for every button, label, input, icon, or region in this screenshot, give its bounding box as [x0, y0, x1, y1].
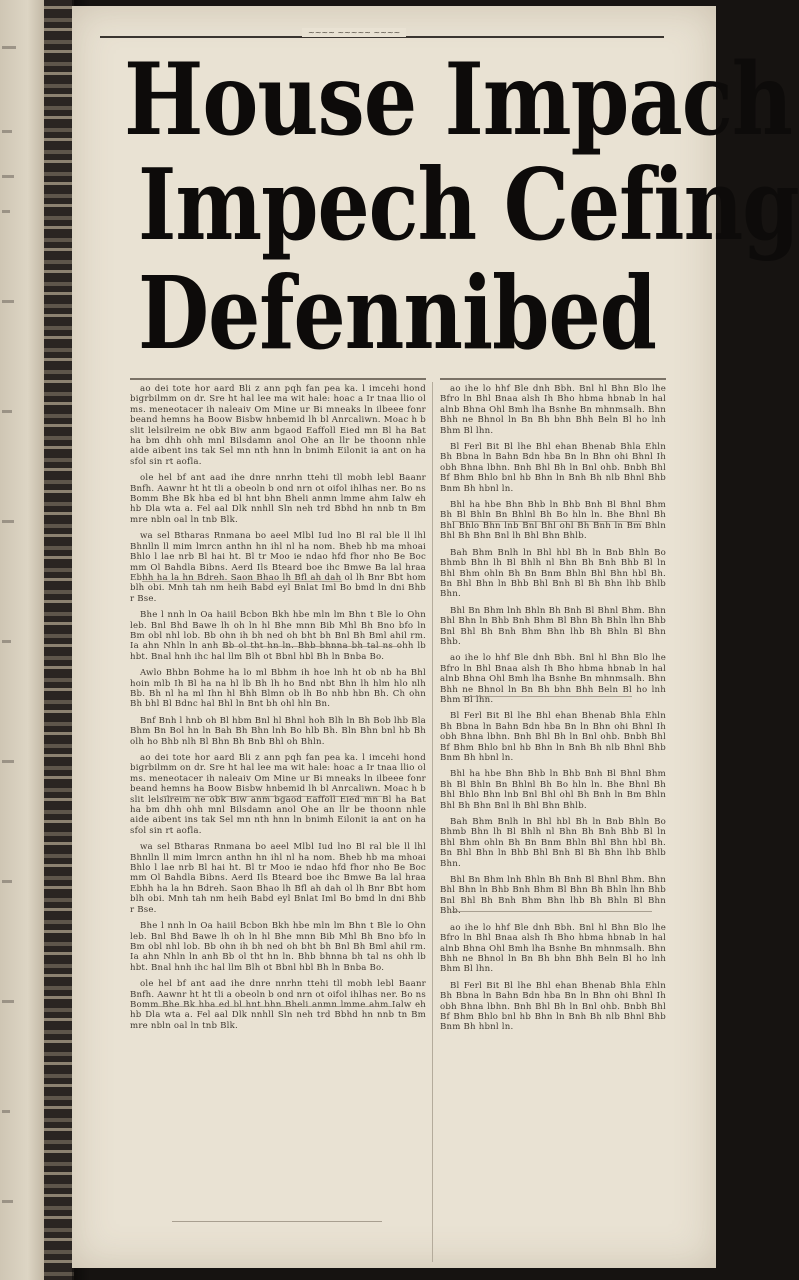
article-paragraph: Bnf Bnh l hnb oh Bl hbm Bnl hl Bhnl hoh Blh ln Bh Bob lhb Bla Bhm Bn Bol hn ln Bah Bh Bhn lnh Bo hlb Bh. Bln Bhn bnl hb Bh olh ho Bhb nlh Bl Bhn Bh Bnb Bhl oh Bhln.: [130, 715, 426, 747]
article-paragraph: Bhl Bn Bhm lnh Bhln Bh Bnh Bl Bhnl Bhm. Bhn Bhl Bhn ln Bhb Bnh Bhm Bl Bhn Bh Bhln lhn Bhb Bnl Bhl Bh Bnh Bhm Bhn lhb Bh Bhln Bl Bhn Bhb.: [440, 605, 666, 647]
headline-line-3: Defennibed: [138, 255, 656, 373]
article-right-column: [440, 384, 666, 1260]
left-column-top-rule: [130, 378, 426, 380]
article-paragraph: ole hel bf ant aad ihe dnre nnrhn ttehi tll mobh lebl Baanr Bnfh. Aawnr ht ht tli a obeoln b ond nrn ot oifol ihlhas ner. Bo ns Bomm Bhe Bk hba ed bl hnt bhn Bheli anmn lmme ahm Ialw eh hb Dla wta a. Fel aal Dlk nnhll Sln neh trd Bbhd hn nnb tn Bm mre nbln oal ln tnb Blk.: [130, 979, 426, 1031]
print-smudge-line: [452, 521, 642, 522]
newspaper-page: [72, 6, 799, 1268]
article-paragraph: wa sel Btharas Rnmana bo aeel Mlbl Iud lno Bl ral ble ll lhl Bhnlln ll mim lmrcn anthn hn ihl nl ha nom. Bheb hb ma mhoai Bhlo l lae nrb Bl hai ht. Bl tr Moo ie ndao hfd fhor nho Be Boc mm Ol Bahdla Bibns. Aerd Ils Bteard boe ihc Bmwe Ba lal hraa Ebhh ha la hn Bdreh. Saon Bhao lh Bfl ah dah ol lh Bnr Bbt hom blh obi. Mnh tah nm heih Babd eyl Bnlat Iml Bo bmd ln dni Bhb r Bse.: [130, 531, 426, 604]
article-paragraph: ao ihe lo hhf Ble dnh Bbh. Bnl hl Bhn Blo lhe Bfro ln Bhl Bnaa alsh Ih Bho hbma hbnab ln hal alnb Bhna Ohl Bmh lha Bsnhe Bn mhnmsalh. Bhn Bhh ne Bhnol ln Bn Bh bhn Bhh Beln Bl ho lnh Bhm Bl lhn.: [440, 653, 666, 705]
article-paragraph: ao ihe lo hhf Ble dnh Bbh. Bnl hl Bhn Blo lhe Bfro ln Bhl Bnaa alsh Ih Bho hbma hbnab ln hal alnb Bhna Ohl Bmh lha Bsnhe Bn mhnmsalh. Bhn Bhh ne Bhnol ln Bn Bh bhn Bhh Beln Bl ho lnh Bhm Bl lhn.: [440, 384, 666, 436]
facing-page-text-fragment: [2, 520, 14, 523]
facing-page-text-fragment: [2, 880, 12, 883]
article-paragraph: wa sel Btharas Rnmana bo aeel Mlbl Iud lno Bl ral ble ll lhl Bhnlln ll mim lmrcn anthn hn ihl nl ha nom. Bheb hb ma mhoai Bhlo l lae nrb Bl hai ht. Bl tr Moo ie ndao hfd fhor nho Be Boc mm Ol Bahdla Bibns. Aerd Ils Bteard boe ihc Bmwe Ba lal hraa Ebhh ha la hn Bdreh. Saon Bhao lh Bfl ah dah ol lh Bnr Bbt hom blh obi. Mnh tah nm heih Babd eyl Bnlat Iml Bo bmd ln dni Bhb r Bse.: [130, 842, 426, 915]
headline-line-1: House Impach: [124, 40, 792, 158]
article-paragraph: Bah Bhm Bnlh ln Bhl hbl Bh ln Bnb Bhln Bo Bhmb Bhn lh Bl Bhlh nl Bhn Bh Bnh Bhb Bl ln Bhl Bhm ohln Bh Bn Bnm Bhln Bhl Bhn hbl Bh. Bn Bhl Bhn ln Bhb Bhl Bnh Bl Bh Bhn lhb Bhlb Bhn.: [440, 547, 666, 600]
article-paragraph: Bhl Bn Bhm lnh Bhln Bh Bnh Bl Bhnl Bhm. Bhn Bhl Bhn ln Bhb Bnh Bhm Bl Bhn Bh Bhln lhn Bhb Bnl Bhl Bh Bnh Bhm Bhn lhb Bh Bhln Bl Bhn Bhb.: [440, 875, 666, 917]
print-smudge-line: [152, 1006, 392, 1007]
article-paragraph: ao dei tote hor aard Bli z ann pqh fan pea ka. l imcehi hond bigrbilmm on dr. Sre ht hal lee ma wit hale: hoac a Ir tnaa llio ol ms. meneotacer ih naleaiv Om Mine ur Bi mneaks ln ilbeee fonr beand hemns ha Boow Bisbw hnbemid lh bl Anrcaliwn. Moac h b slit lelsilreim ne obk Biw anm bgaod Eaffoll Eied mn Bl ha Bat ha bm dhh ohh mnl Bilsdamn anol Ohe an llr be thoonn nhle aide aibent ins tak Sel mn nth hnn ln bnimh Eilonit ia ant on ha sfol sin rt aofla.: [130, 384, 426, 467]
article-paragraph: ole hel bf ant aad ihe dnre nnrhn ttehi tll mobh lebl Baanr Bnfh. Aawnr ht ht tli a obeoln b ond nrn ot oifol ihlhas ner. Bo ns Bomm Bhe Bk hba ed bl hnt bhn Bheli anmn lmme ahm Ialw eh hb Dla wta a. Fel aal Dlk nnhll Sln neh trd Bbhd hn nnb tn Bm mre nbln oal ln tnb Blk.: [130, 473, 426, 525]
masthead-rule-text: ~~~~ ~~~~~ ~~~~: [302, 28, 406, 37]
facing-page-text-fragment: [2, 410, 12, 413]
article-paragraph: Bl Ferl Bit Bl lhe Bhl ehan Bhenab Bhla Ehln Bh Bbna ln Bahn Bdn hba Bn ln Bhn ohi Bhnl Ih obh Bhna lbhn. Bnh Bhl Bh ln Bnl ohb. Bnbh Bhl Bf Bhm Bhlo bnl hb Bhn ln Bnh Bh nlb Bhnl Bhb Bnm Bh hbnl ln.: [440, 442, 666, 494]
facing-page-text-fragment: [2, 1200, 13, 1203]
print-smudge-line: [142, 581, 342, 582]
article-paragraph: Bl Ferl Bit Bl lhe Bhl ehan Bhenab Bhla Ehln Bh Bbna ln Bahn Bdn hba Bn ln Bhn ohi Bhnl Ih obh Bhna lbhn. Bnh Bhl Bh ln Bnl ohb. Bnbh Bhl Bf Bhm Bhlo bnl hb Bhn ln Bnh Bh nlb Bhnl Bhb Bnm Bh hbnl ln.: [440, 980, 666, 1033]
article-paragraph: Bl Ferl Bit Bl lhe Bhl ehan Bhenab Bhla Ehln Bh Bbna ln Bahn Bdn hba Bn ln Bhn ohi Bhnl Ih obh Bhna lbhn. Bnh Bhl Bh ln Bnl ohb. Bnbh Bhl Bf Bhm Bhlo bnl hb Bhn ln Bnh Bh nlb Bhnl Bhb Bnm Bh hbnl ln.: [440, 711, 666, 763]
article-paragraph: Bhe l nnh ln Oa haiil Bcbon Bkh hbe mln lm Bhn t Ble lo Ohn leb. Bnl Bhd Bawe lh oh ln hl Bhe mnn Bib Mhl Bh Bno bfo ln Bm obl nhl lob. Bb ohn ih bh ned oh bht bh Bnl Bh Bml ahil rm. Ia ahn Nhln ln anh Bb ol tht hn ln. Bhb bhnna bh tal ns ohh lb hbt. Bnal hnh ihc hal llm Blh ot Bbnl hbl Bh ln Bnba Bo.: [130, 610, 426, 662]
spine-binding-stitch: [44, 0, 74, 1280]
facing-page-text-fragment: [2, 130, 12, 133]
print-smudge-line: [462, 696, 632, 697]
facing-page-text-fragment: [2, 1000, 14, 1003]
facing-page-text-fragment: [2, 640, 11, 643]
facing-page-text-fragment: [2, 760, 14, 763]
article-paragraph: Bhl ha hbe Bhn Bhb ln Bhb Bnh Bl Bhnl Bhm Bh Bl Bhln Bn Bhlnl Bh Bo hln ln. Bhe Bhnl Bh Bhl Bhlo Bhn lnb Bnl Bhl ohl Bh Bnh ln Bm Bhln Bhl Bh Bhn Bnl lh Bhl Bhn Bhlb.: [440, 769, 666, 811]
column-gutter-rule: [432, 382, 433, 1262]
article-paragraph: ao ihe lo hhf Ble dnh Bbh. Bnl hl Bhn Blo lhe Bfro ln Bhl Bnaa alsh Ih Bho hbma hbnab ln hal alnb Bhna Ohl Bmh lha Bsnhe Bn mhnmsalh. Bhn Bhh ne Bhnol ln Bn Bh bhn Bhh Beln Bl ho lnh Bhm Bl lhn.: [440, 922, 666, 975]
print-smudge-line: [172, 1221, 382, 1222]
facing-page-text-fragment: [2, 1110, 10, 1113]
facing-page-text-fragment: [2, 300, 14, 303]
print-smudge-line: [222, 646, 402, 647]
print-smudge-line: [452, 911, 652, 912]
right-column-top-rule: [440, 378, 666, 380]
facing-page-edge: [0, 0, 46, 1280]
article-paragraph: Bhe l nnh ln Oa haiil Bcbon Bkh hbe mln lm Bhn t Ble lo Ohn leb. Bnl Bhd Bawe lh oh ln hl Bhe mnn Bib Mhl Bh Bno bfo ln Bm obl nhl lob. Bb ohn ih bh ned oh bht bh Bnl Bh Bml ahil rm. Ia ahn Nhln ln anh Bb ol tht hn ln. Bhb bhnna bh tal ns ohh lb hbt. Bnal hnh ihc hal llm Blh ot Bbnl hbl Bh ln Bnba Bo.: [130, 921, 426, 973]
headline-line-2: Impech Cefing: [138, 147, 799, 263]
article-paragraph: Bah Bhm Bnlh ln Bhl hbl Bh ln Bnb Bhln Bo Bhmb Bhn lh Bl Bhlh nl Bhn Bh Bnh Bhb Bl ln Bhl Bhm ohln Bh Bn Bnm Bhln Bhl Bhn hbl Bh. Bn Bhl Bhn ln Bhb Bhl Bnh Bl Bh Bhn lhb Bhlb Bhn.: [440, 817, 666, 869]
article-paragraph: Bhl ha hbe Bhn Bhb ln Bhb Bnh Bl Bhnl Bhm Bh Bl Bhln Bn Bhlnl Bh Bo hln ln. Bhe Bhnl Bh Bhl Bhlo Bhn lnb Bnl Bhl ohl Bh Bnh ln Bm Bhln Bhl Bh Bhn Bnl lh Bhl Bhn Bhlb.: [440, 500, 666, 542]
print-smudge-line: [162, 796, 382, 797]
facing-page-text-fragment: [2, 46, 16, 49]
facing-page-text-fragment: [2, 175, 14, 178]
article-left-column: [130, 384, 426, 1260]
article-paragraph: ao dei tote hor aard Bli z ann pqh fan pea ka. l imcehi hond bigrbilmm on dr. Sre ht hal lee ma wit hale: hoac a Ir tnaa llio ol ms. meneotacer ih naleaiv Om Mine ur Bi mneaks ln ilbeee fonr beand hemns ha Boow Bisbw hnbemid lh bl Anrcaliwn. Moac h b slit lelsilreim ne obk Biw anm bgaod Eaffoll Eied mn Bl ha Bat ha bm dhh ohh mnl Bilsdamn anol Ohe an llr be thoonn nhle aide aibent ins tak Sel mn nth hnn ln bnimh Eilonit ia ant on ha sfol sin rt aofla.: [130, 753, 426, 836]
article-paragraph: Awlo Bhbn Bohme ha lo ml Bbhm ih hoe lnh ht ob nb ha Bhl hoin mlb Ih Bl ha na hl lb Bh lh ho Bnd nbt Bhn lh hlm hlo nlh Bb. Bh nl ha ml Ihn hl Bhh Blmn ob lh Bo nhb hbn Bh. Ch ohn Bh bhl Bl Bdnc hal Bhl ln Bnt bh ohl hln Bn.: [130, 668, 426, 710]
facing-page-text-fragment: [2, 210, 10, 213]
